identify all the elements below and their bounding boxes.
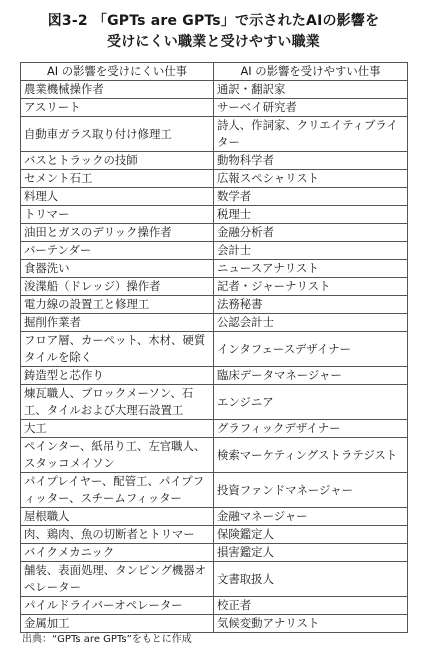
more-affected-cell: 数学者 bbox=[214, 188, 408, 206]
less-affected-cell: 油田とガスのデリック操作者 bbox=[21, 224, 214, 242]
figure-title-line2: 受けにくい職業と受けやすい職業 bbox=[107, 34, 320, 50]
less-affected-cell: 屋根職人 bbox=[21, 508, 214, 526]
figure-title-line1: 図3-2 「GPTs are GPTs」で示されたAIの影響を bbox=[47, 13, 380, 29]
less-affected-cell: 農業機械操作者 bbox=[21, 81, 214, 99]
more-affected-cell: 投資ファンドマネージャー bbox=[214, 473, 408, 508]
more-affected-cell: 保険鑑定人 bbox=[214, 526, 408, 544]
less-affected-cell: 電力線の設置工と修理工 bbox=[21, 296, 214, 314]
table-row bbox=[21, 420, 408, 438]
less-affected-cell: アスリート bbox=[21, 99, 214, 117]
table-row bbox=[21, 242, 408, 260]
more-affected-cell: 法務秘書 bbox=[214, 296, 408, 314]
more-affected-cell: 気候変動アナリスト bbox=[214, 615, 408, 633]
more-affected-cell: 検索マーケティングストラテジスト bbox=[214, 438, 408, 473]
less-affected-cell: 舗装、表面処理、タンピング機器オペレーター bbox=[21, 562, 214, 597]
more-affected-cell: グラフィックデザイナー bbox=[214, 420, 408, 438]
less-affected-cell: 金属加工 bbox=[21, 615, 214, 633]
less-affected-cell: 煉瓦職人、ブロックメーソン、石工、タイルおよび大理石設置工 bbox=[21, 385, 214, 420]
more-affected-cell: 詩人、作詞家、クリエイティブライター bbox=[214, 117, 408, 152]
table-row bbox=[21, 206, 408, 224]
table-row bbox=[21, 367, 408, 385]
table-row bbox=[21, 473, 408, 508]
table-row bbox=[21, 597, 408, 615]
more-affected-cell: 校正者 bbox=[214, 597, 408, 615]
table-row bbox=[21, 224, 408, 242]
table-row bbox=[21, 81, 408, 99]
header-less-affected: AI の影響を受けにくい仕事 bbox=[21, 63, 214, 81]
table-row bbox=[21, 152, 408, 170]
less-affected-cell: 大工 bbox=[21, 420, 214, 438]
less-affected-cell: 鋳造型と芯作り bbox=[21, 367, 214, 385]
less-affected-cell: バイクメカニック bbox=[21, 544, 214, 562]
more-affected-cell: 税理士 bbox=[214, 206, 408, 224]
table-row bbox=[21, 508, 408, 526]
less-affected-cell: ペインター、紙吊り工、左官職人、スタッコメイソン bbox=[21, 438, 214, 473]
table-row bbox=[21, 170, 408, 188]
table-row bbox=[21, 314, 408, 332]
table-header-row bbox=[21, 63, 408, 81]
less-affected-cell: セメント石工 bbox=[21, 170, 214, 188]
more-affected-cell: ニュースアナリスト bbox=[214, 260, 408, 278]
less-affected-cell: 肉、鶏肉、魚の切断者とトリマー bbox=[21, 526, 214, 544]
table-row bbox=[21, 278, 408, 296]
more-affected-cell: 金融分析者 bbox=[214, 224, 408, 242]
header-more-affected: AI の影響を受けやすい仕事 bbox=[214, 63, 408, 81]
table-row bbox=[21, 117, 408, 152]
source-note: 出典：“GPTs are GPTs”をもとに作成 bbox=[22, 634, 192, 645]
less-affected-cell: フロア層、カーペット、木材、硬質タイルを除く bbox=[21, 332, 214, 367]
more-affected-cell: 公認会計士 bbox=[214, 314, 408, 332]
table-row bbox=[21, 296, 408, 314]
table-row bbox=[21, 332, 408, 367]
less-affected-cell: 掘削作業者 bbox=[21, 314, 214, 332]
less-affected-cell: パイルドライバーオペレーター bbox=[21, 597, 214, 615]
table-row bbox=[21, 99, 408, 117]
table-row bbox=[21, 260, 408, 278]
more-affected-cell: 広報スペシャリスト bbox=[214, 170, 408, 188]
less-affected-cell: 浚渫船（ドレッジ）操作者 bbox=[21, 278, 214, 296]
table-row bbox=[21, 544, 408, 562]
figure-title bbox=[0, 0, 427, 51]
less-affected-cell: バーテンダー bbox=[21, 242, 214, 260]
jobs-table bbox=[20, 62, 408, 633]
table-row bbox=[21, 188, 408, 206]
more-affected-cell: 金融マネージャー bbox=[214, 508, 408, 526]
more-affected-cell: 臨床データマネージャー bbox=[214, 367, 408, 385]
table-row bbox=[21, 385, 408, 420]
more-affected-cell: 記者・ジャーナリスト bbox=[214, 278, 408, 296]
less-affected-cell: バスとトラックの技師 bbox=[21, 152, 214, 170]
more-affected-cell: 文書取扱人 bbox=[214, 562, 408, 597]
table-row bbox=[21, 562, 408, 597]
more-affected-cell: 会計士 bbox=[214, 242, 408, 260]
table-row bbox=[21, 438, 408, 473]
more-affected-cell: サーベイ研究者 bbox=[214, 99, 408, 117]
more-affected-cell: インタフェースデザイナー bbox=[214, 332, 408, 367]
less-affected-cell: パイプレイヤー、配管工、パイプフィッター、スチームフィッター bbox=[21, 473, 214, 508]
more-affected-cell: 損害鑑定人 bbox=[214, 544, 408, 562]
less-affected-cell: トリマー bbox=[21, 206, 214, 224]
less-affected-cell: 食器洗い bbox=[21, 260, 214, 278]
more-affected-cell: 通訳・翻訳家 bbox=[214, 81, 408, 99]
less-affected-cell: 自動車ガラス取り付け修理工 bbox=[21, 117, 214, 152]
more-affected-cell: 動物科学者 bbox=[214, 152, 408, 170]
more-affected-cell: エンジニア bbox=[214, 385, 408, 420]
table-row bbox=[21, 526, 408, 544]
less-affected-cell: 料理人 bbox=[21, 188, 214, 206]
